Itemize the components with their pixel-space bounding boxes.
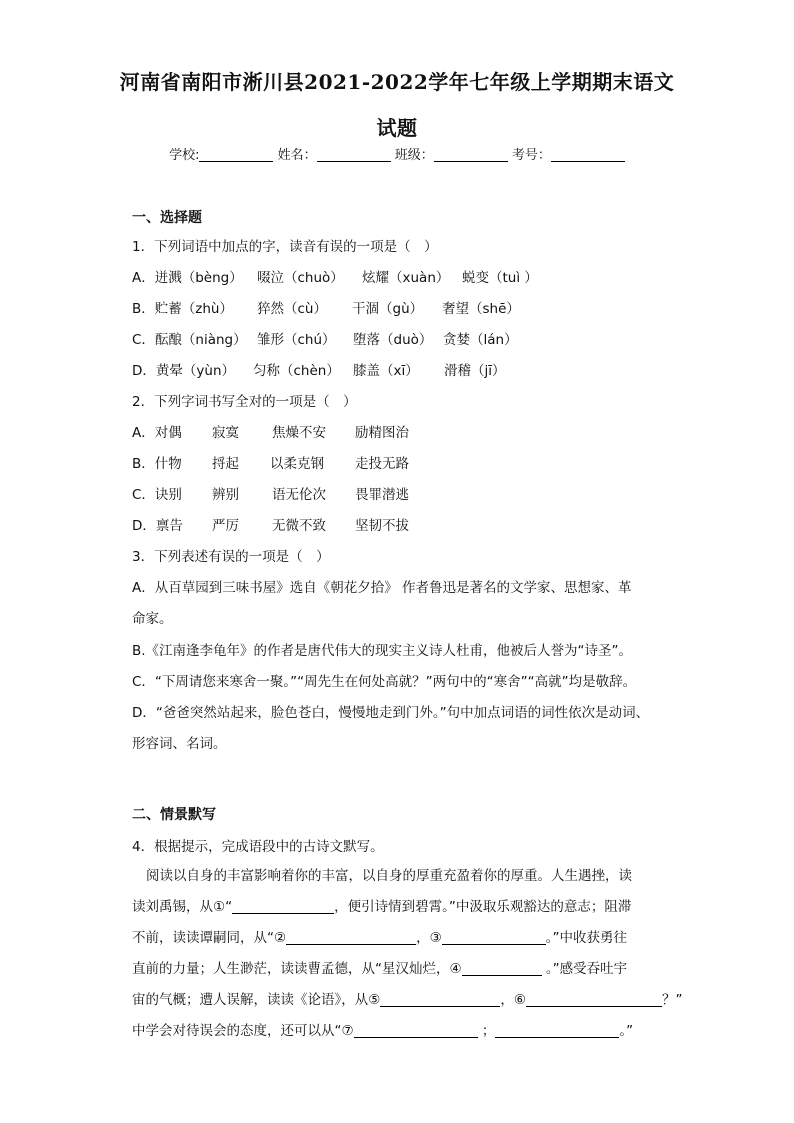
question-1-stem: 1．下列词语中加点的字，读音有误的一项是（ ）: [132, 239, 438, 255]
student-info-row: [0, 144, 794, 163]
school-field[interactable]: [199, 147, 273, 162]
class-label: 班级：: [394, 148, 434, 163]
passage-line-4: 直前的力量；人生渺茫，读读曹孟德，从“星汉灿烂，④ 。”感受吞吐宇: [132, 961, 628, 977]
question-1-option-b[interactable]: B．贮蓄（zhù） 猝然（cù） 干涸（gù） 奢望（shē）: [132, 301, 520, 317]
exam-title: 河南省南阳市淅川县2021-2022学年七年级上学期期末语文: [119, 70, 675, 94]
question-2-option-b[interactable]: B．什物 捋起 以柔克钢 走投无路: [132, 456, 409, 472]
question-3-option-d-cont: 形容词、名词。: [132, 736, 227, 752]
blank-7b[interactable]: [495, 1023, 619, 1038]
question-3-option-a-cont: 命家。: [132, 611, 173, 627]
blank-5[interactable]: [380, 992, 500, 1007]
question-1-option-a[interactable]: A．迸溅（bèng） 啜泣（chuò） 炫耀（xuàn） 蜕变（tuì ）: [132, 270, 538, 286]
question-3-option-c[interactable]: C．“下周请您来寒舍一聚。”“周先生在何处高就？”两句中的“寒舍”“高就”均是敬辞。: [132, 674, 637, 690]
passage-line-3: 不前，读读谭嗣同，从“② ，③ 。”中收获勇往: [132, 930, 627, 946]
name-label: 姓名：: [277, 148, 317, 163]
question-4-stem: 4．根据提示，完成语段中的古诗文默写。: [132, 839, 384, 855]
question-3-option-a[interactable]: A．从百草园到三味书屋》选自《朝花夕拾》 作者鲁迅是著名的文学家、思想家、革: [132, 580, 632, 596]
question-1-option-d[interactable]: D．黄晕（yùn） 匀称（chèn） 膝盖（xī） 滑稽（jī）: [132, 363, 506, 379]
blank-3[interactable]: [442, 930, 546, 945]
question-3-stem: 3．下列表述有误的一项是（ ）: [132, 549, 330, 565]
exam-title-cont: 试题: [376, 116, 418, 140]
question-2-option-d[interactable]: D．禀告 严厉 无微不致 坚韧不拔: [132, 518, 409, 534]
question-4-passage: [132, 861, 683, 1047]
school-label: 学校:: [169, 148, 200, 163]
question-2-option-c[interactable]: C．诀别 辨别 语无伦次 畏罪潜逃: [132, 487, 409, 503]
blank-4[interactable]: [462, 961, 542, 976]
blank-1[interactable]: [232, 899, 334, 914]
passage-line-2: 读刘禹锡，从①“ ，便引诗情到碧霄。”中汲取乐观豁达的意志；阻滞: [132, 899, 632, 915]
passage-line-5: 宙的气概；遭人误解，读读《论语》，从⑤ ，⑥ ？”: [132, 992, 683, 1008]
blank-2[interactable]: [286, 930, 416, 945]
question-2-option-a[interactable]: A．对偶 寂寞 焦燥不安 励精图治: [132, 425, 409, 441]
passage-line-1: 阅读以自身的丰富影响着你的丰富，以自身的厚重充盈着你的厚重。人生遇挫，读: [146, 868, 632, 884]
question-3-option-d[interactable]: D．“爸爸突然站起来，脸色苍白，慢慢地走到门外。”句中加点词语的词性依次是动词、: [132, 705, 650, 721]
class-field[interactable]: [434, 147, 508, 162]
number-field[interactable]: [551, 147, 625, 162]
passage-line-6: 中学会对待误会的态度，还可以从“⑦ ； 。”: [132, 1023, 634, 1039]
name-field[interactable]: [317, 147, 391, 162]
number-label: 考号：: [511, 148, 551, 163]
blank-6[interactable]: [526, 992, 662, 1007]
blank-7a[interactable]: [354, 1023, 478, 1038]
section-heading-choice: 一、选择题: [132, 210, 202, 226]
question-3-option-b[interactable]: B.《江南逢李龟年》的作者是唐代伟大的现实主义诗人杜甫，他被后人誉为“诗圣”。: [132, 643, 633, 659]
section-heading-recitation: 二、情景默写: [132, 807, 216, 823]
question-2-stem: 2．下列字词书写全对的一项是（ ）: [132, 394, 357, 410]
question-1-option-c[interactable]: C．酝酿（niàng） 雏形（chú） 堕落（duò） 贪婪（lán）: [132, 332, 518, 348]
